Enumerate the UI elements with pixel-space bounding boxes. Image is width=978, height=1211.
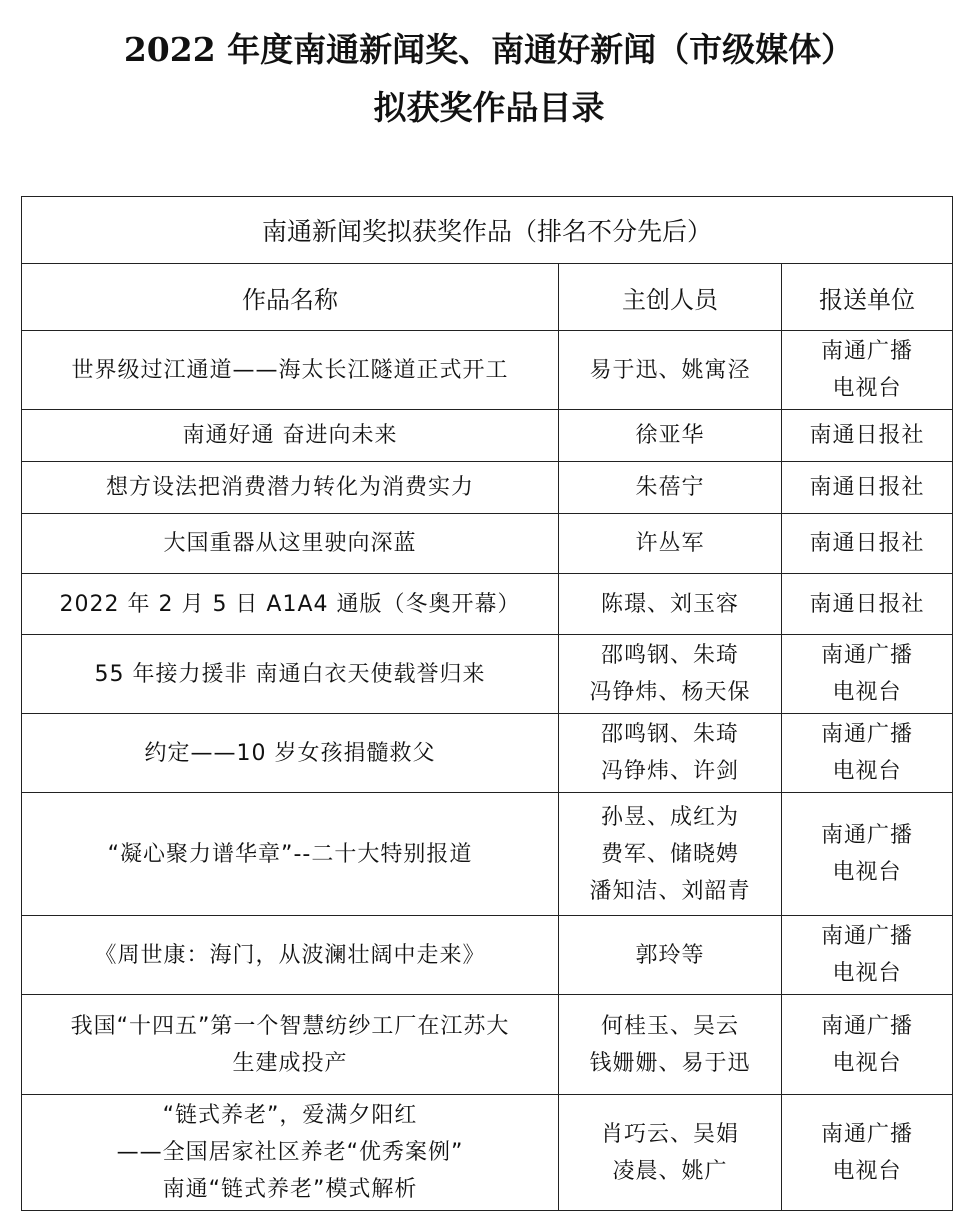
creators-line: 孙昱、成红为	[600, 804, 739, 830]
cell-work-name	[22, 574, 559, 635]
cell-work-name	[22, 1095, 559, 1211]
awards-table	[21, 196, 953, 1211]
cell-unit	[782, 714, 953, 793]
cell-unit	[782, 793, 953, 916]
cell-unit	[782, 574, 953, 635]
cell-creators	[559, 793, 782, 916]
table-row	[22, 714, 953, 793]
document-title-line1: 2022 年度南通新闻奖、南通好新闻（市级媒体）	[123, 30, 855, 69]
creators-line: 冯铮炜、杨天保	[589, 680, 751, 705]
creators-line: 邵鸣钢、朱琦	[600, 722, 739, 747]
creators-line: 凌晨、姚广	[612, 1158, 728, 1184]
unit-line: 电视台	[832, 680, 902, 705]
creators-line: 朱蓓宁	[635, 475, 705, 500]
column-header-work-name: 作品名称	[22, 264, 559, 331]
work-name-line: 我国“十四五”第一个智慧纺纱工厂在江苏大	[70, 1013, 510, 1039]
cell-creators	[559, 1095, 782, 1211]
cell-creators	[559, 462, 782, 514]
cell-unit	[782, 635, 953, 714]
section-header: 南通新闻奖拟获奖作品（排名不分先后）	[22, 197, 953, 264]
unit-line: 电视台	[832, 376, 902, 401]
creators-line: 郭玲等	[635, 942, 705, 968]
cell-creators	[559, 574, 782, 635]
cell-unit	[782, 331, 953, 410]
cell-work-name	[22, 793, 559, 916]
cell-unit	[782, 916, 953, 995]
creators-line: 冯铮炜、许剑	[600, 759, 739, 784]
column-header-creators: 主创人员	[559, 264, 782, 331]
work-name-line: 约定——10 岁女孩捐髓救父	[144, 740, 436, 766]
creators-line: 钱姗姗、易于迅	[589, 1050, 751, 1076]
work-name-line: 55 年接力援非 南通白衣天使载誉归来	[94, 661, 486, 687]
cell-work-name	[22, 916, 559, 995]
cell-unit	[782, 1095, 953, 1211]
unit-line: 电视台	[832, 860, 902, 885]
cell-creators	[559, 995, 782, 1095]
cell-unit	[782, 995, 953, 1095]
table-row	[22, 331, 953, 410]
creators-line: 易于迅、姚寓泾	[589, 357, 751, 383]
work-name-line: 世界级过江通道——海太长江隧道正式开工	[71, 357, 509, 383]
unit-line: 南通广播	[821, 643, 914, 668]
unit-line: 南通广播	[821, 1013, 914, 1039]
table-row	[22, 995, 953, 1095]
work-name-line: “凝心聚力谱华章”--二十大特别报道	[107, 841, 473, 867]
cell-unit	[782, 462, 953, 514]
table-row	[22, 793, 953, 916]
unit-line: 南通广播	[821, 1121, 914, 1147]
table-row	[22, 514, 953, 574]
table-row	[22, 462, 953, 514]
work-name-line: 《周世康：海门，从波澜壮阔中走来》	[94, 942, 486, 968]
cell-work-name	[22, 410, 559, 462]
cell-creators	[559, 635, 782, 714]
cell-work-name	[22, 995, 559, 1095]
cell-unit	[782, 514, 953, 574]
cell-creators	[559, 714, 782, 793]
unit-line: 南通广播	[821, 924, 914, 949]
work-name-line: 南通好通 奋进向未来	[182, 423, 398, 448]
unit-line: 电视台	[832, 1050, 902, 1076]
cell-creators	[559, 916, 782, 995]
cell-unit	[782, 410, 953, 462]
cell-creators	[559, 331, 782, 410]
document-title-line2: 拟获奖作品目录	[373, 88, 605, 127]
table-row	[22, 574, 953, 635]
work-name-line: 想方设法把消费潜力转化为消费实力	[105, 475, 474, 500]
creators-line: 潘知洁、刘韶青	[589, 878, 751, 904]
unit-line: 南通日报社	[809, 591, 925, 617]
cell-work-name	[22, 514, 559, 574]
cell-creators	[559, 410, 782, 462]
creators-line: 陈璟、刘玉容	[600, 591, 739, 617]
creators-line: 肖巧云、吴娟	[600, 1121, 739, 1147]
unit-line: 电视台	[832, 1158, 902, 1184]
cell-work-name	[22, 462, 559, 514]
work-name-line: 生建成投产	[232, 1050, 348, 1076]
creators-line: 何桂玉、吴云	[600, 1013, 739, 1039]
table-row	[22, 1095, 953, 1211]
creators-line: 费军、储晓娉	[600, 841, 739, 867]
creators-line: 邵鸣钢、朱琦	[600, 643, 739, 668]
unit-line: 南通广播	[821, 339, 914, 364]
cell-work-name	[22, 714, 559, 793]
creators-line: 徐亚华	[635, 423, 705, 448]
work-name-line: 2022 年 2 月 5 日 A1A4 通版（冬奥开幕）	[59, 591, 521, 617]
table-row	[22, 410, 953, 462]
work-name-line: “链式养老”，爱满夕阳红	[162, 1103, 418, 1128]
table-row	[22, 916, 953, 995]
unit-line: 电视台	[832, 759, 902, 784]
column-header-unit: 报送单位	[782, 264, 953, 331]
work-name-line: 南通“链式养老”模式解析	[162, 1177, 418, 1202]
creators-line: 许丛军	[635, 531, 705, 556]
cell-creators	[559, 514, 782, 574]
work-name-line: ——全国居家社区养老“优秀案例”	[116, 1140, 464, 1165]
unit-line: 电视台	[832, 961, 902, 986]
unit-line: 南通广播	[821, 823, 914, 848]
cell-work-name	[22, 331, 559, 410]
table-row	[22, 635, 953, 714]
cell-work-name	[22, 635, 559, 714]
unit-line: 南通广播	[821, 722, 914, 747]
unit-line: 南通日报社	[809, 475, 925, 500]
work-name-line: 大国重器从这里驶向深蓝	[163, 531, 417, 556]
unit-line: 南通日报社	[809, 423, 925, 448]
unit-line: 南通日报社	[809, 531, 925, 556]
